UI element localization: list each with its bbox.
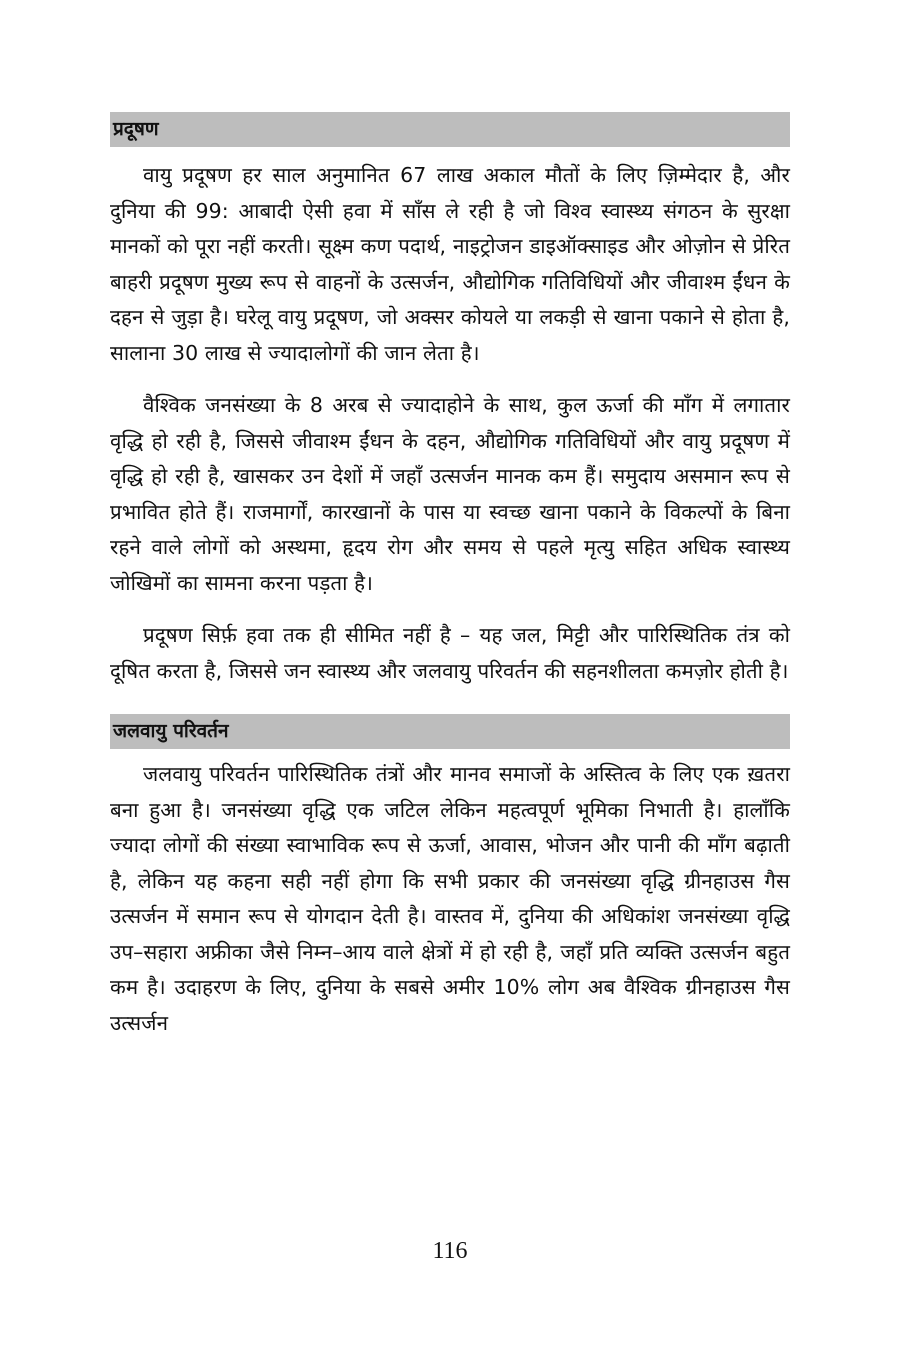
page-number: 116	[432, 1238, 468, 1264]
page-content	[110, 112, 790, 1041]
section-heading-climate-change: जलवायु परिवर्तन	[110, 714, 790, 749]
paragraph: जलवायु परिवर्तन पारिस्थितिक तंत्रों और मानव समाजों के अस्तित्व के लिए एक ख़तरा बना हुआ है। जनसंख्या वृद्धि एक जटिल लेकिन महत्वपूर्ण भूमिका निभाती है। हालाँकि ज्यादा लोगों की संख्या स्वाभाविक रूप से ऊर्जा, आवास, भोजन और पानी की माँग बढ़ाती है, लेकिन यह कहना सही नहीं होगा कि सभी प्रकार की जनसंख्या वृद्धि ग्रीनहाउस गैस उत्सर्जन में समान रूप से योगदान देती है। वास्तव में, दुनिया की अधिकांश जनसंख्या वृद्धि उप–सहारा अफ्रीका जैसे निम्न–आय वाले क्षेत्रों में हो रही है, जहाँ प्रति व्यक्ति उत्सर्जन बहुत कम है। उदाहरण के लिए, दुनिया के सबसे अमीर 10% लोग अब वैश्विक ग्रीनहाउस गैस उत्सर्जन	[110, 762, 791, 1035]
paragraph: प्रदूषण सिर्फ़ हवा तक ही सीमित नहीं है – यह जल, मिट्टी और पारिस्थितिक तंत्र को दूषित करता है, जिससे जन स्वास्थ्य और जलवायु परिवर्तन की सहनशीलता कमज़ोर होती है।	[110, 623, 790, 683]
section-heading-pollution: प्रदूषण	[110, 112, 790, 147]
paragraph: वैश्विक जनसंख्या के 8 अरब से ज्यादाहोने के साथ, कुल ऊर्जा की माँग में लगातार वृद्धि हो रही है, जिससे जीवाश्म ईंधन के दहन, औद्योगिक गतिविधियों और वायु प्रदूषण में वृद्धि हो रही है, खासकर उन देशों में जहाँ उत्सर्जन मानक कम हैं। समुदाय असमान रूप से प्रभावित होते हैं। राजमार्गों, कारखानों के पास या स्वच्छ खाना पकाने के विकल्पों के बिना रहने वाले लोगों को अस्थमा, हृदय रोग और समय से पहले मृत्यु सहित अधिक स्वास्थ्य जोखिमों का सामना करना पड़ता है।	[110, 393, 790, 595]
paragraph: वायु प्रदूषण हर साल अनुमानित 67 लाख अकाल मौतों के लिए ज़िम्मेदार है, और दुनिया की 99: आबादी ऐसी हवा में साँस ले रही है जो विश्व स्वास्थ्य संगठन के सुरक्षा मानकों को पूरा नहीं करती। सूक्ष्म कण पदार्थ, नाइट्रोजन डाइऑक्साइड और ओज़ोन से प्रेरित बाहरी प्रदूषण मुख्य रूप से वाहनों के उत्सर्जन, औद्योगिक गतिविधियों और जीवाश्म ईंधन के दहन से जुड़ा है। घरेलू वायु प्रदूषण, जो अक्सर कोयले या लकड़ी से खाना पकाने से होता है, सालाना 30 लाख से ज्यादालोगों की जान लेता है।	[110, 163, 790, 365]
